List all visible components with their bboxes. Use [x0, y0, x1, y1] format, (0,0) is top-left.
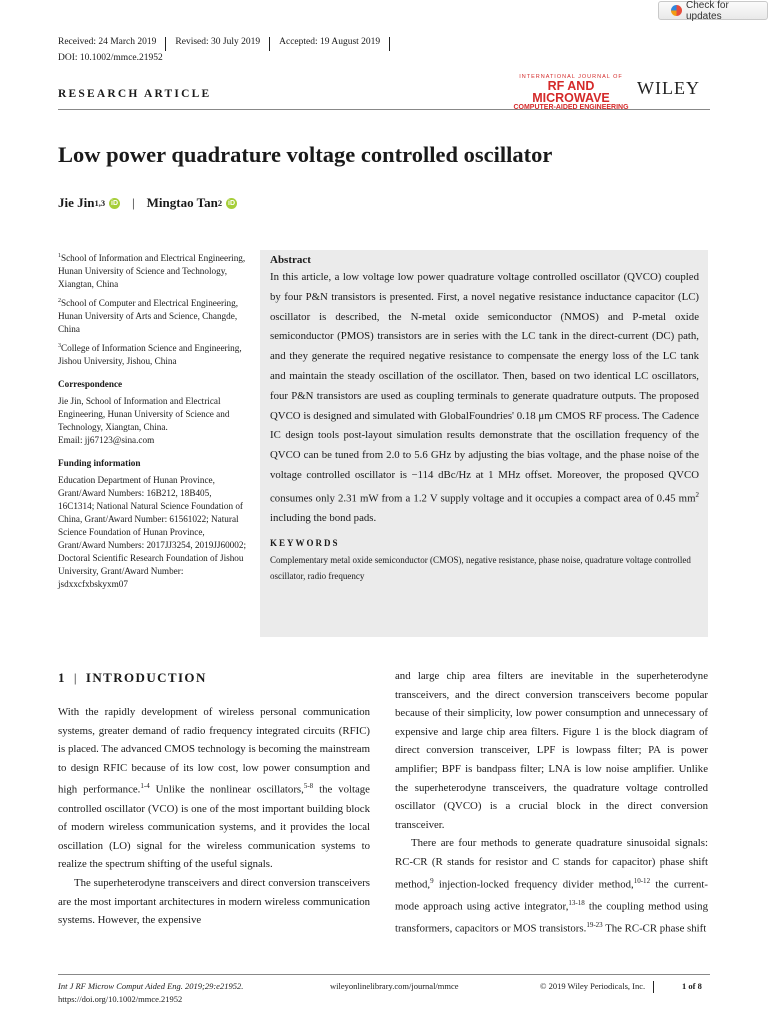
citation-ref[interactable]: 1-4 [140, 782, 150, 791]
doi[interactable]: DOI: 10.1002/mmce.21952 [58, 53, 163, 63]
citation-ref[interactable]: 5-8 [303, 782, 314, 791]
correspondence-text: Jie Jin, School of Information and Electrical Engineering, Hunan University of Science and Technology, Xiangtan, China. Email: jj67123@sina.com [58, 396, 230, 446]
author-name[interactable]: Mingtao Tan [146, 195, 218, 210]
footer-citation: Int J RF Microw Comput Aided Eng. 2019;29:e21952. [58, 981, 244, 991]
body-column-left [58, 703, 370, 930]
sidebar-metadata [58, 250, 248, 595]
abstract-text: In this article, a low voltage low power quadrature voltage controlled oscillator (QVCO) coupled by four P&N transistors is presented. First, a novel negative resistance inductance capacitor (LC) oscillator is described, the N-metal oxide semiconductor (NMOS) and P-metal oxide semiconductor (PMOS) transistors are in series with the LC tank in the direct-current (DC) path, and they generate the required negative resistance to compensate the energy loss of the LC tank and maintain the steady oscillation of the oscillator. Then, based on two identical LC oscillators, four P&N transistors are used as coupling terminals to generate quadrature outputs. The proposed QVCO is designed and simulated with GlobalFoundries' 0.18 μm CMOS RF process. The Cadence IC design tools post-layout simulation results demonstrate that the oscillation frequency of the QVCO can be tuned from 2.0 to 5.6 GHz by adjusting the bias voltage, and the phase noise of the voltage controlled oscillator is −114 dBc/Hz at 1 MHz offset. Moreover, the proposed QVCO consumes only 2.31 mW from a 1.2 V supply voltage and it occupies a compact area of 0.45 $mm^2$ including the bond pads. [270, 271, 699, 525]
abstract-heading: Abstract [270, 254, 311, 266]
correspondence-email[interactable]: Email: jj67123@sina.com [58, 435, 155, 446]
footer-doi-link[interactable]: https://doi.org/10.1002/mmce.21952 [58, 994, 183, 1004]
affiliation: $^2$School of Computer and Electrical Engineering, Hunan University of Arts and Science, Changde, China [58, 298, 239, 335]
paragraph: There are four methods to generate quadrature sinusoidal signals: RC-CR (R stands for resistor and C stands for capacitor) phase shift method,$^9$ injection-locked frequency divider method,$^{10-12}$ the current-mode approach using active integrator,$^{13-18}$ the coupling method using transformers, capacitors or MOS transistors.$^{19-23}$ The RC-CR phase shift [395, 837, 708, 935]
footer-journal-link[interactable]: wileyonlinelibrary.com/journal/mmce [330, 981, 459, 991]
section-heading: 1 | INTRODUCTION [58, 670, 207, 685]
publisher-logo: WILEY [637, 78, 700, 98]
footer-copyright: © 2019 Wiley Periodicals, Inc. [540, 981, 654, 993]
journal-logo-line3: COMPUTER-AIDED ENGINEERING [513, 104, 629, 111]
accepted-date: Accepted: 19 August 2019 [270, 37, 390, 51]
paragraph: The superheterodyne transceivers and direct conversion transceivers are the most important architectures in modern wireless communication systems. However, the expensive [58, 876, 370, 927]
footer-divider [58, 974, 710, 975]
funding-text: Education Department of Hunan Province, Grant/Award Numbers: 16B212, 18B405, 16C1314; National Natural Science Foundation of China, Grant/Award Number: 61561022; Natural Science Foundation of Hunan Province, Grant/Award Numbers: 2017JJ3254, 2019JJ60002; Doctoral Scientific Research Foundation of Jishou University, Grant/Award Number: jsdxxcfxbskyxm07 [58, 475, 246, 590]
citation-ref[interactable]: 10-12 [633, 876, 651, 885]
body-column-right [395, 667, 708, 938]
page-number: 1 of 8 [682, 981, 702, 991]
keywords-heading: KEYWORDS [270, 537, 340, 548]
article-dates [58, 37, 390, 51]
paper-title: Low power quadrature voltage controlled oscillator [58, 142, 553, 167]
received-date: Received: 24 March 2019 [58, 37, 166, 51]
crossmark-icon [671, 5, 682, 16]
author-affiliation-sup: 2 [217, 198, 223, 208]
affiliation: $^3$College of Information Science and Engineering, Jishou University, Jishou, China [58, 343, 242, 367]
check-for-updates-button[interactable] [658, 1, 768, 20]
citation-ref[interactable]: 9 [430, 876, 434, 885]
author-name[interactable]: Jie Jin [58, 195, 95, 210]
journal-logo-line1: INTERNATIONAL JOURNAL OF [519, 74, 623, 80]
author-separator: | [132, 195, 135, 210]
funding-heading: Funding information [58, 458, 141, 469]
journal-logo-line2: RF AND MICROWAVE [532, 79, 610, 105]
journal-logo [512, 74, 630, 112]
paragraph: and large chip area filters are inevitable in the superheterodyne transceivers, and the direct conversion transceivers become popular because of their simplicity, low power consumption and unnecessary of expensive and large chip area filters. Figure 1 is the block diagram of direct conversion transceiver, LPF is lowpass filter; PA is power amplifier; BPF is bandpass filter; LNA is low noise amplifier. Unlike the superheterodyne transceivers, the quadrature voltage controlled oscillator (QVCO) is a crucial block in the direct conversion transceiver. [395, 670, 708, 831]
affiliation: $^1$School of Information and Electrical Engineering, Hunan University of Science and Technology, Xiangtan, China [58, 253, 246, 290]
paragraph: With the rapidly development of wireless personal communication systems, greater demand of radio frequency integrated circuits (RFIC) is placed. The advanced CMOS technology is becoming the mainstream to design RFIC because of its low cost, low power consumption and high performance.$^{1-4}$ Unlike the nonlinear oscillators,$^{5-8}$ the voltage controlled oscillator (VCO) is one of the most important building block of modern wireless communication systems, and it provides the local oscillation (LO) signal for the wireless communication systems to realize the spectrum shifting of the useful signals. [58, 706, 370, 871]
author-affiliation-sup: 1,3 [94, 198, 106, 208]
article-type: RESEARCH ARTICLE [58, 88, 212, 100]
check-for-updates-label: Check for updates [685, 0, 729, 22]
abstract-box [260, 250, 708, 637]
revised-date: Revised: 30 July 2019 [166, 37, 270, 51]
orcid-icon[interactable]: iD [111, 199, 119, 207]
author-list [58, 195, 237, 211]
keywords-text: Complementary metal oxide semiconductor (CMOS), negative resistance, phase noise, quadrature voltage controlled oscillator, radio frequency [270, 554, 691, 581]
citation-ref[interactable]: 19-23 [586, 920, 603, 929]
orcid-icon[interactable]: iD [228, 199, 236, 207]
citation-ref[interactable]: 13-18 [568, 898, 585, 907]
correspondence-heading: Correspondence [58, 379, 123, 390]
